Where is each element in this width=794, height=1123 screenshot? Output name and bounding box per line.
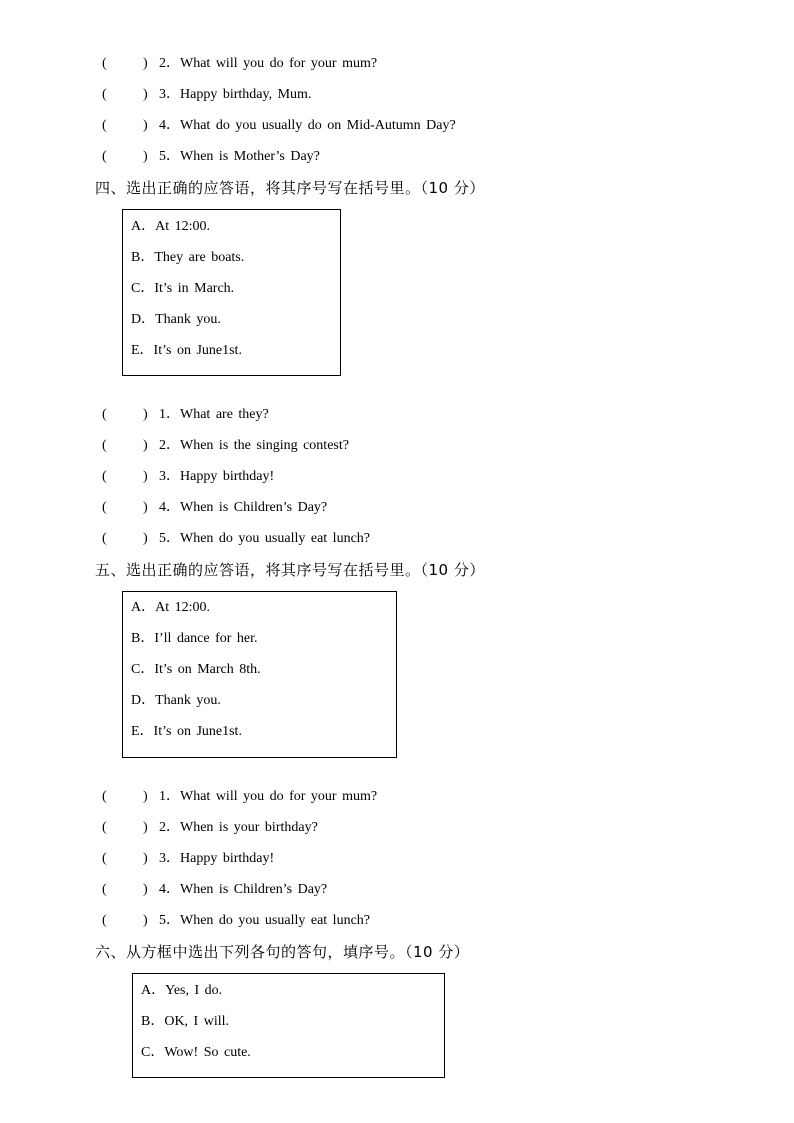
answer-paren-left: ( (102, 118, 107, 133)
option-item: E．It’s on June1st. (131, 724, 242, 739)
option-item: B．I’ll dance for her. (131, 631, 258, 646)
option-item: C．It’s on March 8th. (131, 662, 261, 677)
answer-paren-left: ( (102, 56, 107, 71)
answer-paren-left: ( (102, 438, 107, 453)
options-box (122, 591, 397, 758)
question-text: When is Mother’s Day? (180, 149, 320, 164)
option-item: E．It’s on June1st. (131, 343, 242, 358)
question-text: When is your birthday? (180, 820, 318, 835)
answer-paren-right: ) (143, 149, 148, 164)
answer-paren-right: ) (143, 56, 148, 71)
answer-paren-right: ) (143, 469, 148, 484)
question-number: 4． (159, 118, 180, 133)
option-item: A．At 12:00. (131, 219, 210, 234)
question-text: When do you usually eat lunch? (180, 531, 371, 546)
answer-paren-left: ( (102, 820, 107, 835)
answer-paren-right: ) (143, 882, 148, 897)
answer-paren-left: ( (102, 531, 107, 546)
answer-paren-right: ) (143, 87, 148, 102)
question-number: 5． (159, 913, 180, 928)
answer-paren-right: ) (143, 118, 148, 133)
question-text: What do you usually do on Mid-Autumn Day? (180, 118, 456, 133)
section-heading: 五、选出正确的应答语，将其序号写在括号里。（10 分） (95, 561, 485, 579)
question-number: 4． (159, 500, 180, 515)
question-text: When do you usually eat lunch? (180, 913, 371, 928)
option-item: B．OK, I will. (141, 1014, 229, 1029)
question-text: Happy birthday! (180, 851, 275, 866)
question-number: 5． (159, 149, 180, 164)
option-item: A．Yes, I do. (141, 983, 223, 998)
answer-paren-right: ) (143, 851, 148, 866)
option-item: C．It’s in March. (131, 281, 235, 296)
question-text: When is Children’s Day? (180, 882, 328, 897)
question-text: What are they? (180, 407, 269, 422)
answer-paren-right: ) (143, 407, 148, 422)
option-item: C．Wow! So cute. (141, 1045, 251, 1060)
question-number: 3． (159, 469, 180, 484)
question-text: When is Children’s Day? (180, 500, 328, 515)
question-text: When is the singing contest? (180, 438, 349, 453)
answer-paren-left: ( (102, 913, 107, 928)
question-number: 2． (159, 820, 180, 835)
question-text: What will you do for your mum? (180, 789, 378, 804)
question-text: Happy birthday, Mum. (180, 87, 312, 102)
options-box (122, 209, 341, 376)
option-item: B．They are boats. (131, 250, 245, 265)
answer-paren-left: ( (102, 851, 107, 866)
answer-paren-right: ) (143, 531, 148, 546)
answer-paren-right: ) (143, 500, 148, 515)
question-text: What will you do for your mum? (180, 56, 378, 71)
section-heading: 六、从方框中选出下列各句的答句，填序号。（10 分） (95, 943, 470, 961)
answer-paren-right: ) (143, 820, 148, 835)
options-box (132, 973, 445, 1078)
question-number: 1． (159, 789, 180, 804)
answer-paren-left: ( (102, 407, 107, 422)
question-number: 2． (159, 56, 180, 71)
answer-paren-left: ( (102, 149, 107, 164)
question-number: 4． (159, 882, 180, 897)
question-number: 1． (159, 407, 180, 422)
answer-paren-right: ) (143, 438, 148, 453)
option-item: A．At 12:00. (131, 600, 210, 615)
question-number: 2． (159, 438, 180, 453)
option-item: D．Thank you. (131, 693, 221, 708)
question-number: 5． (159, 531, 180, 546)
answer-paren-left: ( (102, 469, 107, 484)
answer-paren-right: ) (143, 789, 148, 804)
answer-paren-left: ( (102, 87, 107, 102)
question-number: 3． (159, 87, 180, 102)
answer-paren-left: ( (102, 500, 107, 515)
question-number: 3． (159, 851, 180, 866)
section-heading: 四、选出正确的应答语，将其序号写在括号里。（10 分） (95, 179, 485, 197)
option-item: D．Thank you. (131, 312, 221, 327)
answer-paren-left: ( (102, 789, 107, 804)
question-text: Happy birthday! (180, 469, 275, 484)
answer-paren-right: ) (143, 913, 148, 928)
answer-paren-left: ( (102, 882, 107, 897)
